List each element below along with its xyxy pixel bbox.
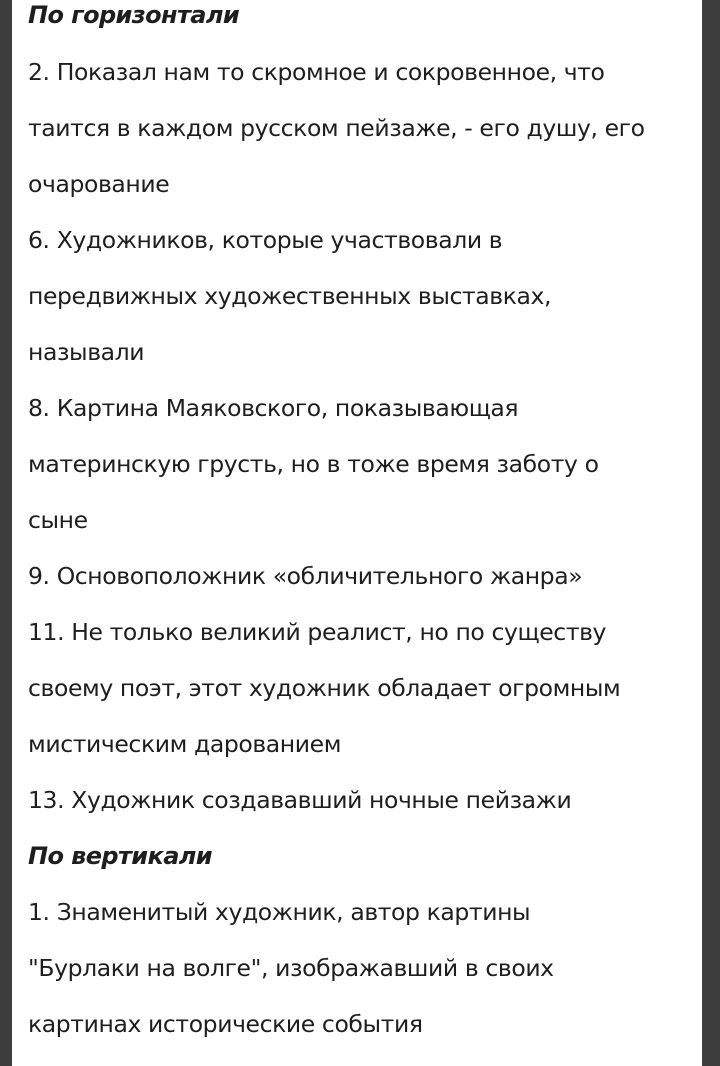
clue-line: таится в каждом русском пейзаже, - его душу, его [28, 114, 645, 142]
down-heading: По вертикали [28, 842, 212, 870]
clue-across-6 [28, 212, 698, 380]
crossword-clues [28, 0, 698, 1052]
clue-across-11 [28, 604, 698, 772]
clue-line: "Бурлаки на волге", изображавший в своих [28, 954, 554, 982]
clue-line: 8. Картина Маяковского, показывающая [28, 394, 519, 422]
clue-across-8 [28, 380, 698, 548]
clue-line: мистическим дарованием [28, 730, 342, 758]
across-heading: По горизонтали [28, 1, 240, 29]
clue-across-9 [28, 548, 698, 604]
clue-across-13 [28, 772, 698, 828]
clue-line: очарование [28, 170, 170, 198]
clue-line: передвижных художественных выставках, [28, 282, 552, 310]
clue-line: 9. Основоположник «обличительного жанра» [28, 562, 583, 590]
clue-line: 11. Не только великий реалист, но по существу [28, 618, 607, 646]
clue-line: картинах исторические события [28, 1010, 423, 1038]
clue-across-2 [28, 44, 698, 212]
clue-line: называли [28, 338, 145, 366]
clue-line: 1. Знаменитый художник, автор картины [28, 898, 531, 926]
clue-down-1 [28, 884, 698, 1052]
clue-line: 6. Художников, которые участвовали в [28, 226, 503, 254]
clue-line: материнскую грусть, но в тоже время заботу о [28, 450, 599, 478]
clue-line: сыне [28, 506, 88, 534]
clue-line: 13. Художник создававший ночные пейзажи [28, 786, 572, 814]
clue-line: 2. Показал нам то скромное и сокровенное, что [28, 58, 605, 86]
document-page [12, 0, 702, 1066]
clue-line: своему поэт, этот художник обладает огромным [28, 674, 621, 702]
